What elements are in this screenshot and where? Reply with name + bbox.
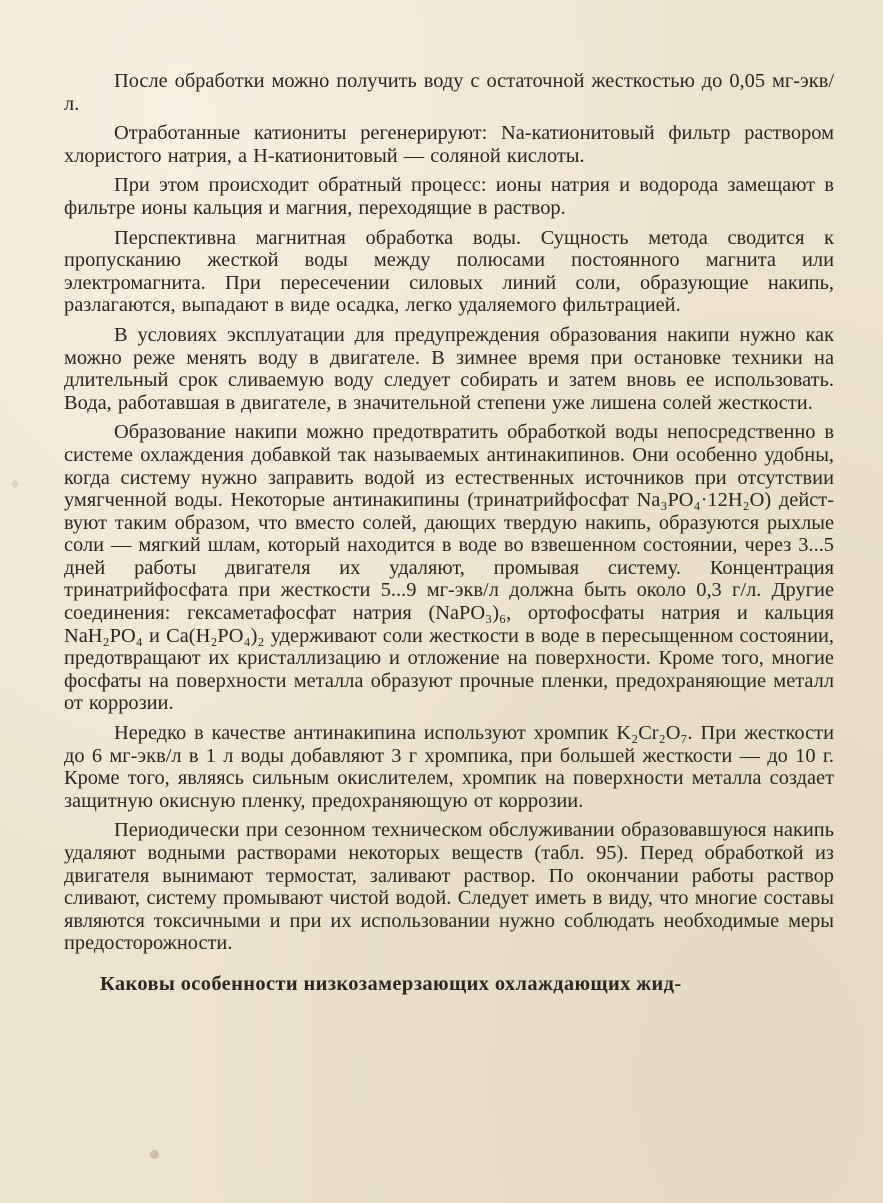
paragraph: Нередко в качестве антинакипина используют хромпик K₂Cr₂O₇. При жесткости до 6 мг-экв/л в 1 л воды добавляют 3 г хромпика, при большей жесткости — до 10 г. Кроме того, являясь сильным окислителем, хромпик на поверхности металла создает защитную окисную пленку, предохраняющую от коррозии. [64,722,834,812]
paper-stain [12,480,18,488]
paragraph: Образование накипи можно предотвратить обработкой воды непосредственно в системе охлаждения добавкой так называемых антинакипинов. Они особенно удобны, когда систему нужно заправить водой из естественных источников при отсутствии умягченной воды. Некоторые антинакипины (тринатрийфосфат Na₃PO₄·12H₂O) действуют таким образом, что вместо солей, дающих твердую накипь, образуются рыхлые соли — мягкий шлам, который находится в воде во взвешенном состоянии, через 3...5 дней работы двигателя их удаляют, промывая систему. Концентрация тринатрийфосфата при жесткости 5...9 мг-экв/л должна быть около 0,3 г/л. Другие соединения: гексаметафосфат натрия (NaPO₃)₆, ортофосфаты натрия и кальция NaH₂PO₄ и Ca(H₂PO₄)₂ удерживают соли жесткости в воде в пересыщенном состоянии, предотвращают их кристаллизацию и отложение на поверхности. Кроме того, многие фосфаты на поверхности металла образуют прочные пленки, предохраняющие металл от коррозии. [64,421,834,715]
paper-stain [150,1150,159,1159]
section-question-heading: Каковы особенности низкозамерзающих охлаждающих жид- [100,972,682,995]
paragraph: Перспективна магнитная обработка воды. Сущность метода сводится к пропусканию жесткой воды между полюсами постоянного магнита или электромагнита. При пересечении силовых линий соли, образующие накипь, разлагаются, выпадают в виде осадка, легко удаляемого фильтрацией. [64,226,834,317]
paragraph: После обработки можно получить воду с остаточной жесткостью до 0,05 мг-экв/л. [64,70,834,115]
paragraph: В условиях эксплуатации для предупреждения образования накипи нужно как можно реже менять воду в двигателе. В зимнее время при остановке техники на длительный срок сливаемую воду следует собирать и затем вновь ее использовать. Вода, работавшая в двигателе, в значительной степени уже лишена солей жесткости. [64,323,834,414]
paragraph: Периодически при сезонном техническом обслуживании образовавшуюся накипь удаляют водными растворами некоторых веществ (табл. 95). Перед обработкой из двигателя вынимают термостат, заливают раствор. По окончании работы раствор сливают, систему промывают чистой водой. Следует иметь в виду, что многие составы являются токсичными и при их использовании нужно соблюдать необходимые меры предосторожности. [64,819,834,955]
paragraph: Отработанные катиониты регенерируют: Na-катионитовый фильтр раствором хлористого натрия, а H-катионитовый — соляной кислоты. [64,122,834,167]
paragraph: При этом происходит обратный процесс: ионы натрия и водорода замещают в фильтре ионы кальция и магния, переходящие в раствор. [64,174,834,219]
page-text [64,70,834,996]
